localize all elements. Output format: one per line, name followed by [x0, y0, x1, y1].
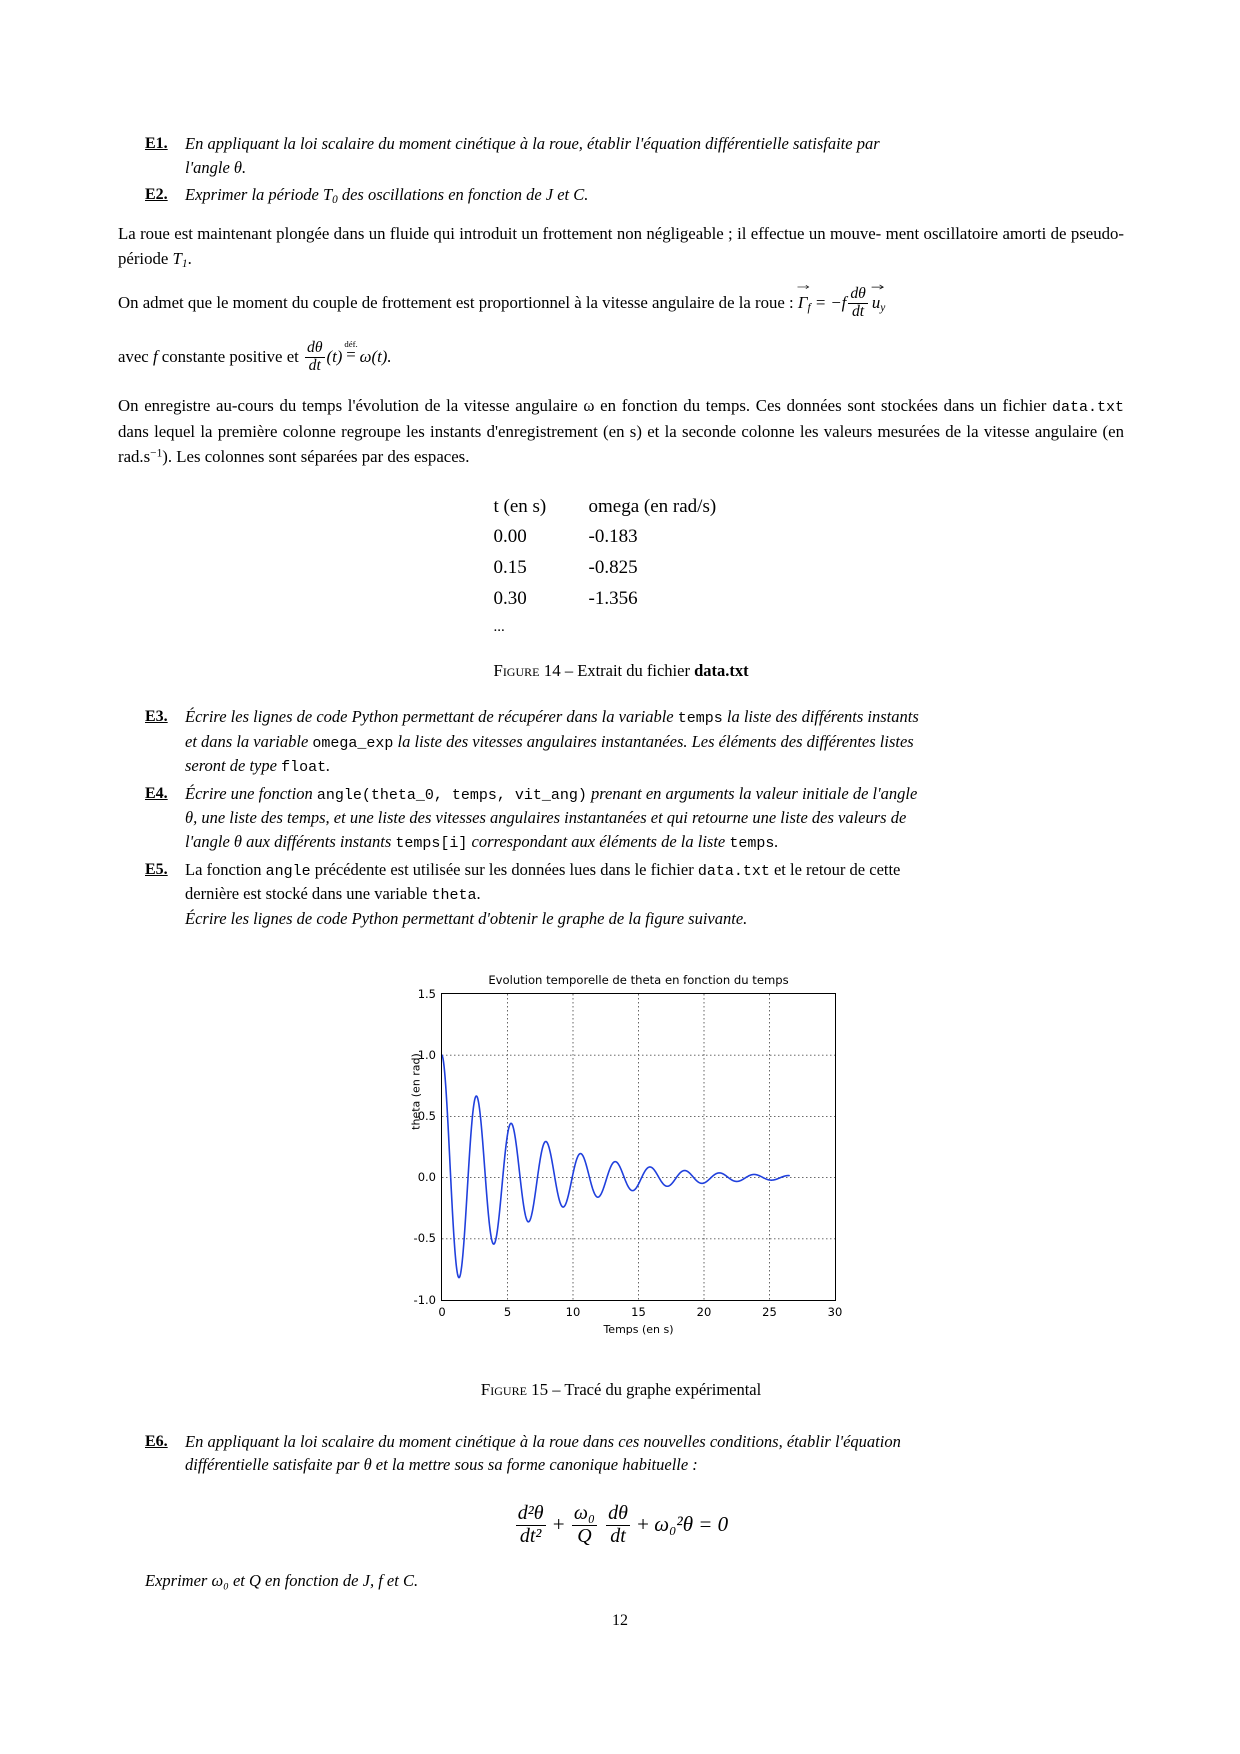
canonical-equation: [118, 1503, 1124, 1547]
question-e5-line2: dernière est stocké dans une variable theta.: [185, 884, 481, 905]
closing-instruction: Exprimer ω₀ et Q en fonction de J, f et C.: [145, 1571, 419, 1591]
datafile-table: [494, 492, 749, 639]
table-row: [494, 553, 749, 584]
datafile-excerpt: [118, 492, 1124, 639]
question-tag: E3.: [145, 708, 168, 726]
figure-15-label: Figure 15: [480, 1379, 549, 1399]
question-e4-body: [185, 782, 1124, 855]
question-e3-line2: et dans la variable omega_exp la liste des vitesses angulaires instantanées. Les éléments des différentes listes: [185, 731, 914, 752]
symbol-T0: $T_0$: [322, 184, 338, 206]
eq-term-2: $\frac{\text{ω₀}}{Q}$: [573, 1502, 595, 1547]
paragraph-fluid: [118, 221, 1124, 274]
chart-ytick-label: -1.0: [413, 1292, 436, 1307]
datafile-header-t: t (en s): [493, 495, 547, 517]
figure-14-caption: [118, 661, 1124, 681]
question-e3-body: [185, 705, 1124, 779]
table-row-ellipsis: [494, 615, 749, 639]
question-e3: [118, 705, 1124, 779]
question-e6-body: [185, 1430, 1124, 1478]
datafile-cell-t: 0.30: [493, 587, 527, 609]
question-e5-line3: Écrire les lignes de code Python permettant d'obtenir le graphe de la figure suivante.: [185, 908, 748, 928]
figure-14-dash: –: [564, 661, 574, 681]
chart-xtick-label: 20: [696, 1304, 712, 1319]
question-tag: E6.: [145, 1432, 168, 1450]
chart-data-line: [442, 1055, 789, 1277]
code-angle: angle: [265, 862, 311, 880]
question-e1-body: [185, 132, 1124, 180]
fraction-dtheta-dt: $\frac{d\theta}{dt}$: [850, 285, 866, 321]
eq-term-4: ω₀²θ = 0: [654, 1512, 729, 1537]
question-tag: E5.: [145, 860, 168, 878]
theta-time-chart: [386, 965, 856, 1340]
chart-title: Evolution temporelle de theta en fonction du temps: [488, 972, 789, 987]
table-row: [494, 584, 749, 615]
question-list-bottom: [118, 1430, 1124, 1478]
question-list-top: [118, 132, 1124, 208]
paragraph-friction-lead: On admet que le moment du couple de frottement est proportionnel à la vitesse angulaire de la roue :: [118, 293, 794, 313]
datafile-cell-t: 0.15: [493, 557, 527, 579]
chart-ytick-label: 0.0: [417, 1170, 436, 1185]
question-e4-line3: l'angle θ aux différents instants temps[i] correspondant aux éléments de la liste temps.: [185, 832, 779, 853]
equation-gamma-f: $\Gamma_f = -f$ $\frac{d\theta}{dt}$ $u_y$: [798, 293, 885, 312]
question-e3-line3: seront de type float.: [185, 756, 331, 777]
chart-xtick-label: 10: [565, 1304, 581, 1319]
chart-gridlines: [442, 994, 835, 1300]
vector-arrow-icon: [871, 283, 884, 290]
datafile-cell-omega: -1.356: [588, 587, 638, 609]
eq-term-3: $\frac{d\theta}{dt}$: [608, 1502, 628, 1547]
question-e5-body: [185, 858, 1124, 931]
question-e6: [118, 1430, 1124, 1478]
symbol-f: f: [152, 346, 158, 366]
table-row: [494, 522, 749, 553]
question-e5-line1: La fonction angle précédente est utilisée sur les données lues dans le fichier data.txt et le retour de cette: [185, 859, 901, 880]
figure-15-chart-wrap: [118, 965, 1124, 1340]
datafile-cell-omega: -0.825: [588, 557, 638, 579]
question-list-mid: [118, 705, 1124, 931]
datafile-line3: et la seconde colonne les valeurs mesurées de la vitesse angulaire (en $rad.s^{-1}$). Les colonnes sont séparées par des: [118, 422, 1124, 467]
def-pre: avec: [118, 346, 153, 366]
question-e2-pre: Exprimer la période: [185, 184, 323, 204]
question-e2-body: [185, 183, 1124, 208]
chart-xlabel: Temps (en s): [603, 1322, 674, 1336]
paragraph-datafile: [118, 393, 1124, 470]
chart-xtick-label: 30: [827, 1304, 843, 1319]
datafile-line4: espaces.: [413, 447, 470, 467]
question-e1-line2: l'angle θ.: [185, 157, 247, 177]
def-arg: (t): [326, 346, 343, 366]
question-e4-line1: Écrire une fonction angle(theta_0, temps, vit_ang) prenant en arguments la valeur initiale de l'angle: [185, 783, 918, 804]
paragraph-fluid-line2: ment oscillatoire amorti de pseudo-période $T_1$.: [118, 223, 1124, 271]
eq-plus-1: +: [552, 1512, 565, 1537]
vector-arrow-icon: [797, 283, 810, 290]
paragraph-definition-omega: [118, 340, 1124, 375]
chart-xtick-label: 25: [762, 1304, 777, 1319]
paragraph-fluid-line1: La roue est maintenant plongée dans un fluide qui introduit un frottement non négligeable ; il effectue un mouve-: [118, 223, 882, 243]
code-omega-exp: omega_exp: [312, 734, 394, 752]
chart-ytick-label: 1.0: [417, 1047, 436, 1062]
chart-ytick-label: -0.5: [413, 1231, 436, 1246]
figure-14-label: Figure 14: [493, 661, 561, 681]
code-float: float: [281, 759, 327, 777]
question-e4: [118, 782, 1124, 855]
figure-14-filename: data.txt: [694, 661, 749, 681]
chart-xtick-label: 15: [631, 1304, 646, 1319]
eq-plus-2: +: [637, 1512, 650, 1537]
datafile-line2: stockées dans un fichier data.txt dans lequel la première colonne regroupe les instants d'enregistrement (en s): [118, 395, 1125, 442]
question-e2: [118, 183, 1124, 208]
fraction-dtheta-dt-2: $\frac{d\theta}{dt}$: [307, 339, 323, 374]
question-e5: [118, 858, 1124, 931]
code-temps-index: temps[i]: [395, 835, 468, 853]
code-data-txt-2: data.txt: [697, 862, 770, 880]
datafile-ellipsis: ...: [493, 618, 505, 635]
equation-equals: = −: [814, 293, 842, 313]
question-e1-line1: En appliquant la loi scalaire du moment cinétique à la roue, établir l'équation différentielle satisfaite par: [185, 134, 880, 153]
figure-15-caption: [118, 1380, 1124, 1400]
chart-xtick-label: 0: [438, 1304, 446, 1319]
chart-ylabel: theta (en rad): [409, 1052, 423, 1130]
question-e4-line2: θ, une liste des temps, et une liste des vitesses angulaires instantanées et qui retourne une liste des valeurs de: [185, 808, 907, 828]
figure-15-text: Tracé du graphe expérimental: [564, 1379, 762, 1399]
datafile-header-omega: omega (en rad/s): [588, 495, 717, 517]
paragraph-friction-torque: [118, 286, 1124, 321]
question-e3-line1: Écrire les lignes de code Python permettant de récupérer dans la variable temps la liste des différents instants: [185, 707, 919, 728]
datafile-header-row: [494, 492, 749, 523]
question-e1: [118, 132, 1124, 180]
question-tag: E4.: [145, 784, 168, 802]
datafile-cell-t: 0.00: [493, 526, 527, 548]
question-e6-line2: différentielle satisfaite par θ et la mettre sous sa forme canonique habituelle :: [185, 1455, 698, 1475]
code-theta: theta: [431, 887, 477, 905]
def-mid: constante positive et: [157, 346, 304, 366]
code-angle-signature: angle(theta_0, temps, vit_ang): [316, 786, 587, 804]
question-e2-post: des oscillations en fonction de J et C.: [337, 184, 589, 204]
question-tag: E1.: [145, 135, 168, 152]
code-temps-2: temps: [729, 835, 775, 853]
figure-14-text: Extrait du fichier: [577, 661, 695, 681]
code-data-txt: data.txt: [1052, 398, 1125, 416]
question-e6-line1: En appliquant la loi scalaire du moment cinétique à la roue dans ces nouvelles conditions, établir l'équation: [185, 1431, 901, 1451]
chart-xtick-label: 5: [503, 1304, 512, 1319]
def-omega: ω(t).: [359, 346, 392, 366]
chart-ytick-label: 0.5: [417, 1109, 436, 1124]
code-temps: temps: [677, 710, 723, 728]
chart-canvas: [442, 994, 835, 1300]
datafile-line1: On enregistre au-cours du temps l'évolution de la vitesse angulaire ω en fonction du temps. Ces données sont: [118, 395, 876, 415]
figure-15-dash: –: [552, 1379, 561, 1399]
page-content: [118, 132, 1124, 1591]
def-equals: déf. =: [344, 338, 358, 365]
eq-term-1: $\frac{\text{d²θ}}{\text{dt²}}$: [517, 1502, 544, 1547]
page-number: 12: [612, 1612, 628, 1629]
chart-ytick-label: 1.5: [417, 986, 436, 1001]
datafile-cell-omega: -0.183: [588, 526, 638, 548]
question-tag: E2.: [145, 185, 168, 203]
